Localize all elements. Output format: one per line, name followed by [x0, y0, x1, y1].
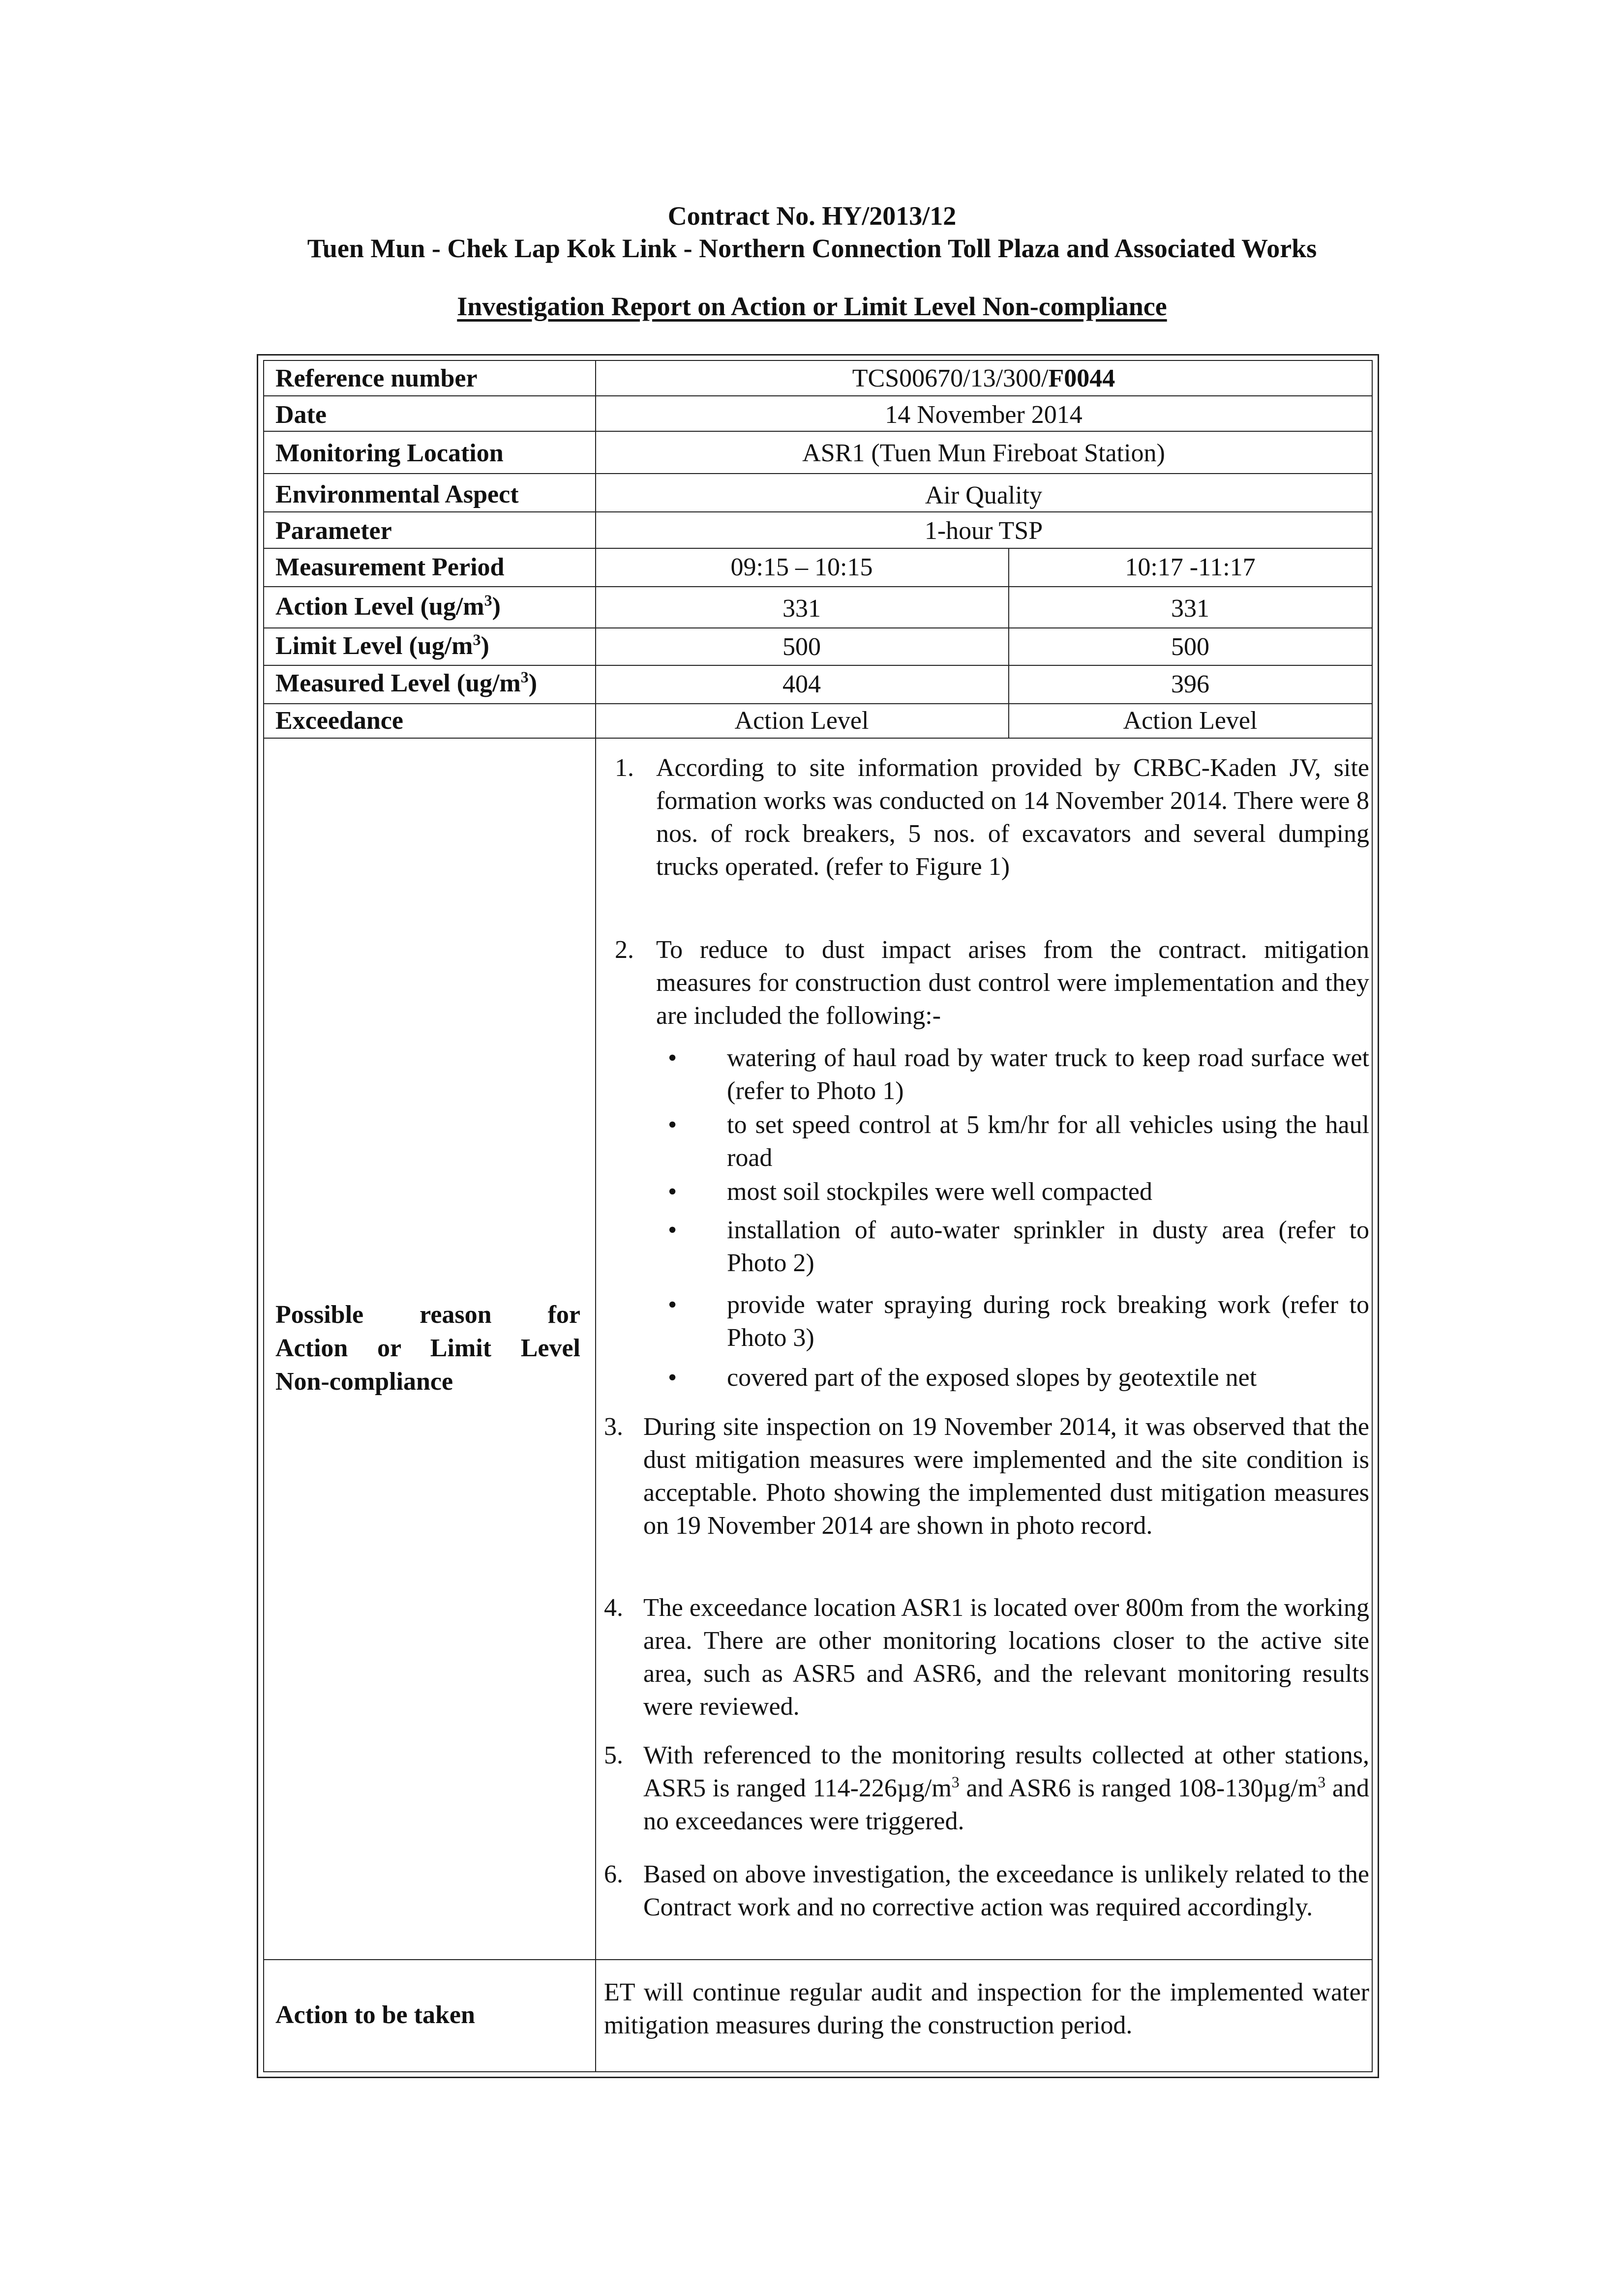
limit-level-2: 500 [1171, 633, 1209, 661]
row-divider [263, 395, 1373, 396]
exceedance-2: Action Level [1123, 707, 1258, 735]
mitigation-bullet-text: watering of haul road by water truck to keep road surface wet (refer to Photo 1) [727, 1044, 1369, 1105]
row-divider [263, 431, 1373, 432]
environmental-aspect-label: Environmental Aspect [275, 480, 519, 508]
bullet-icon: • [668, 1291, 677, 1319]
possible-reason-label-line: Possible reason for [275, 1301, 580, 1329]
reason-item-number: 6. [604, 1860, 623, 1888]
action-to-be-taken-label: Action to be taken [275, 2001, 475, 2029]
row-divider [263, 665, 1373, 666]
mitigation-bullet-text: covered part of the exposed slopes by geotextile net [727, 1364, 1257, 1392]
date-label: Date [275, 401, 327, 429]
mitigation-bullet-text: provide water spraying during rock breaking work (refer to Photo 3) [727, 1291, 1369, 1352]
monitoring-location-value: ASR1 (Tuen Mun Fireboat Station) [802, 439, 1165, 467]
bullet-icon: • [668, 1044, 677, 1072]
reason-item-text: According to site information provided by CRBC-Kaden JV, site formation works was conducted on 14 November 2014. There were 8 nos. of rock breakers, 5 nos. of excavators and several dumping trucks operated. (refer to Figure 1) [656, 754, 1369, 881]
reference-number-label: Reference number [275, 364, 478, 392]
row-divider [263, 548, 1373, 549]
exceedance-label: Exceedance [275, 707, 403, 735]
row-divider [263, 627, 1373, 628]
row-divider [263, 511, 1373, 512]
row-divider [263, 1959, 1373, 1960]
action-level-label: Action Level $(ug/m^3)$ [275, 591, 501, 621]
reason-item-1 [604, 751, 1369, 919]
bullet-icon: • [668, 1178, 677, 1206]
reason-item-text: With referenced to the monitoring results collected at other stations, ASR5 is ranged $114-226\mu g/m^3$ and ASR6 is ranged $108-130\mu g/m^3$ and no exceedances were triggered. [643, 1741, 1369, 1835]
row-divider [263, 703, 1373, 704]
limit-level-label: Limit Level $(ug/m^3)$ [275, 630, 489, 660]
mitigation-bullet-text: installation of auto-water sprinkler in dusty area (refer to Photo 2) [727, 1216, 1369, 1277]
reason-item-2 [604, 933, 1369, 1037]
measured-level-1: 404 [782, 670, 821, 698]
date-value: 14 November 2014 [885, 401, 1083, 429]
limit-level-1: 500 [782, 633, 821, 661]
action-level-1: 331 [782, 595, 821, 623]
measurement-period-label: Measurement Period [275, 553, 505, 581]
reason-item-4 [604, 1591, 1369, 1724]
reason-item-text: To reduce to dust impact arises from the contract. mitigation measures for construction dust control were implementation and they are included the following:- [656, 936, 1369, 1030]
action-to-be-taken-text: ET will continue regular audit and inspection for the implemented water mitigation measures during the construction period. [604, 1978, 1369, 2039]
monitoring-location-label: Monitoring Location [275, 439, 504, 467]
exceedance-1: Action Level [734, 707, 869, 735]
row-divider [263, 586, 1373, 587]
report-title: Investigation Report on Action or Limit Level Non-compliance [457, 292, 1167, 321]
reason-item-text: Based on above investigation, the exceedance is unlikely related to the Contract work and no corrective action was required accordingly. [643, 1860, 1369, 1921]
bullet-icon: • [668, 1111, 677, 1139]
reason-item-number: 4. [604, 1594, 623, 1622]
possible-reason-label-line: Action or Limit Level [275, 1334, 580, 1362]
bullet-icon: • [668, 1364, 677, 1392]
possible-reason-label [275, 1298, 580, 1399]
reference-number-value: TCS00670/13/300/F0044 [852, 364, 1115, 392]
reason-item-number: 3. [604, 1413, 623, 1441]
parameter-label: Parameter [275, 517, 392, 545]
reason-item-text: The exceedance location ASR1 is located over 800m from the working area. There are other monitoring locations closer to the active site area, such as ASR5 and ASR6, and the relevant monitoring results were reviewed. [643, 1594, 1369, 1721]
reason-item-number: 1. [615, 754, 634, 782]
measured-level-label: Measured Level $(ug/m^3)$ [275, 668, 538, 697]
reason-item-6 [604, 1858, 1369, 1959]
measurement-period-2: 10:17 -11:17 [1125, 553, 1256, 581]
reason-item-number: 5. [604, 1741, 623, 1769]
contract-number: Contract No. HY/2013/12 [667, 201, 957, 231]
project-title: Tuen Mun - Chek Lap Kok Link - Northern Connection Toll Plaza and Associated Works [307, 234, 1317, 263]
measurement-period-1: 09:15 – 10:15 [730, 553, 873, 581]
bullet-icon: • [668, 1216, 677, 1244]
row-divider [263, 738, 1373, 739]
action-level-2: 331 [1171, 595, 1209, 623]
parameter-value: 1-hour TSP [924, 517, 1043, 545]
reason-item-3 [604, 1410, 1369, 1578]
measured-level-2: 396 [1171, 670, 1209, 698]
reason-item-5 [604, 1739, 1369, 1842]
row-divider [263, 473, 1373, 474]
mitigation-bullet-text: to set speed control at 5 km/hr for all vehicles using the haul road [727, 1111, 1369, 1172]
environmental-aspect-value: Air Quality [925, 481, 1043, 509]
possible-reason-label-line: Non-compliance [275, 1368, 453, 1396]
mitigation-bullet-text: most soil stockpiles were well compacted [727, 1178, 1153, 1206]
reason-item-number: 2. [615, 936, 634, 964]
reason-item-text: During site inspection on 19 November 2014, it was observed that the dust mitigation measures were implemented and the site condition is acceptable. Photo showing the implemented dust mitigation measures on 19 November 2014 are shown in photo record. [643, 1413, 1369, 1540]
